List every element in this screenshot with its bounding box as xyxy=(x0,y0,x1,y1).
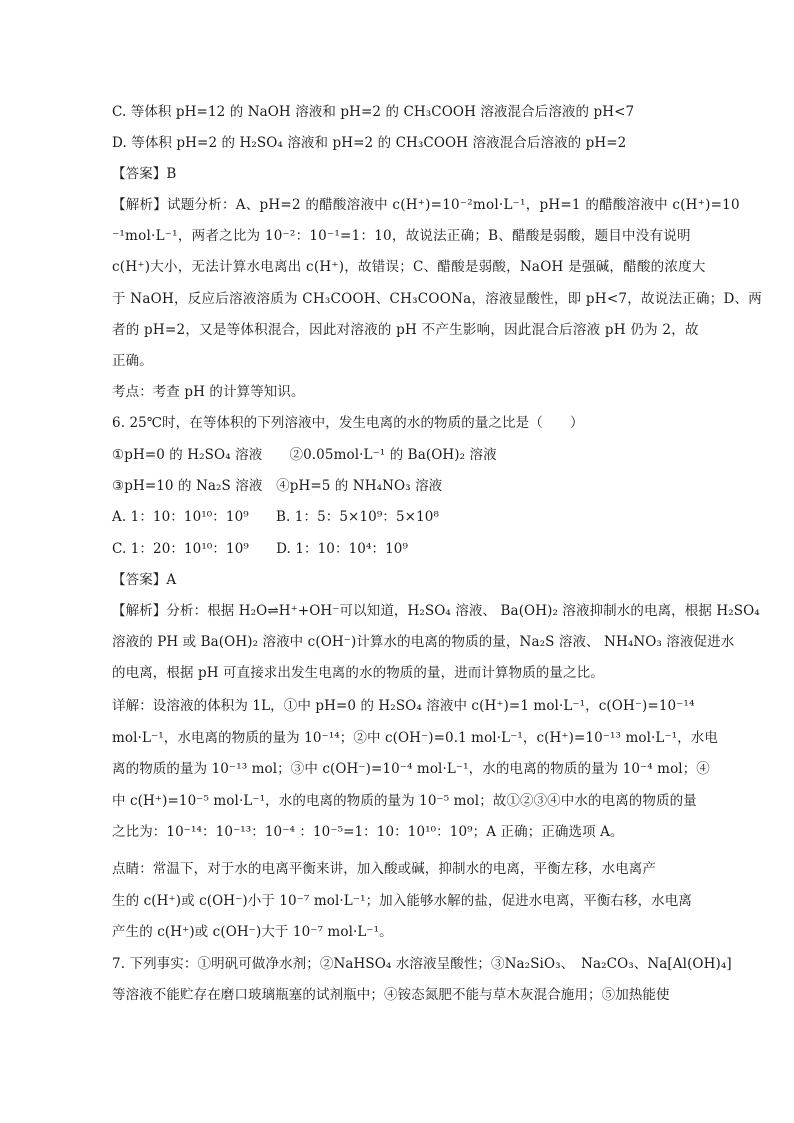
question-6-stem: 6. 25℃时，在等体积的下列溶液中，发生电离的水的物质的量之比是（ ） xyxy=(112,415,584,431)
analysis-line: ⁻¹mol·L⁻¹，两者之比为 10⁻²：10⁻¹=1：10，故说法正确；B、醋酸是弱酸，题目中没有说明 xyxy=(112,228,691,244)
tip-line: 点睛：常温下，对于水的电离平衡来讲，加入酸或碱，抑制水的电离，平衡左移，水电离产 xyxy=(112,861,656,877)
question-7-stem: 等溶液不能贮存在磨口玻璃瓶塞的试剂瓶中；④铵态氮肥不能与草木灰混合施用；⑤加热能使 xyxy=(112,987,670,1003)
question-6-item: ③pH=10 的 Na₂S 溶液 ④pH=5 的 NH₄NO₃ 溶液 xyxy=(112,478,443,494)
analysis-line: 正确。 xyxy=(112,353,153,369)
question-7-stem: 7. 下列事实：①明矾可做净水剂；②NaHSO₄ 水溶液呈酸性；③Na₂SiO₃、 Na₂CO₃、Na[Al(OH)₄] xyxy=(112,956,732,972)
detail-line: mol·L⁻¹，水电离的物质的量为 10⁻¹⁴；②中 c(OH⁻)=0.1 mol·L⁻¹，c(H⁺)=10⁻¹³ mol·L⁻¹，水电 xyxy=(112,730,718,746)
analysis-line: c(H⁺)大小，无法计算水电离出 c(H⁺)，故错误；C、醋酸是弱酸，NaOH 是强碱，醋酸的浓度大 xyxy=(112,259,706,275)
analysis-line: 【解析】试题分析：A、pH=2 的醋酸溶液中 c(H⁺)=10⁻²mol·L⁻¹，pH=1 的醋酸溶液中 c(H⁺)=10 xyxy=(112,197,740,213)
analysis-line: 的电离，根据 pH 可直接求出发生电离的水的物质的量，进而计算物质的量之比。 xyxy=(112,665,604,681)
answer-label: 【答案】A xyxy=(112,572,177,588)
analysis-line: 于 NaOH，反应后溶液溶质为 CH₃COOH、CH₃COONa，溶液显酸性，即 pH<7，故说法正确；D、两 xyxy=(112,291,763,307)
exam-point: 考点：考查 pH 的计算等知识。 xyxy=(112,384,305,400)
question-6-options: C. 1：20：10¹⁰：10⁹ D. 1：10：10⁴：10⁹ xyxy=(112,541,408,557)
detail-line: 之比为：10⁻¹⁴：10⁻¹³：10⁻⁴ ：10⁻⁵=1：10：10¹⁰：10⁹；A 正确；正确选项 A。 xyxy=(112,824,624,840)
tip-line: 生的 c(H⁺)或 c(OH⁻)小于 10⁻⁷ mol·L⁻¹；加入能够水解的盐，促进水电离，平衡右移，水电离 xyxy=(112,893,692,909)
detail-line: 详解：设溶液的体积为 1L，①中 pH=0 的 H₂SO₄ 溶液中 c(H⁺)=1 mol·L⁻¹，c(OH⁻)=10⁻¹⁴ xyxy=(112,698,695,714)
option-d: D. 等体积 pH=2 的 H₂SO₄ 溶液和 pH=2 的 CH₃COOH 溶液混合后溶液的 pH=2 xyxy=(112,135,627,151)
question-6-item: ①pH=0 的 H₂SO₄ 溶液 ②0.05mol·L⁻¹ 的 Ba(OH)₂ 溶液 xyxy=(112,447,497,463)
detail-line: 中 c(H⁺)=10⁻⁵ mol·L⁻¹，水的电离的物质的量为 10⁻⁵ mol；故①②③④中水的电离的物质的量 xyxy=(112,793,697,809)
analysis-line: 溶液的 PH 或 Ba(OH)₂ 溶液中 c(OH⁻)计算水的电离的物质的量，Na₂S 溶液、 NH₄NO₃ 溶液促进水 xyxy=(112,634,735,650)
question-6-options: A. 1：10：10¹⁰：10⁹ B. 1：5：5×10⁹：5×10⁸ xyxy=(112,509,439,525)
answer-label: 【答案】B xyxy=(112,166,177,182)
analysis-line: 【解析】分析：根据 H₂O⇌H⁺+OH⁻可以知道，H₂SO₄ 溶液、 Ba(OH)₂ 溶液抑制水的电离，根据 H₂SO₄ xyxy=(112,603,760,619)
tip-line: 产生的 c(H⁺)或 c(OH⁻)大于 10⁻⁷ mol·L⁻¹。 xyxy=(112,924,393,940)
option-c: C. 等体积 pH=12 的 NaOH 溶液和 pH=2 的 CH₃COOH 溶液混合后溶液的 pH<7 xyxy=(112,104,635,120)
detail-line: 离的物质的量为 10⁻¹³ mol；③中 c(OH⁻)=10⁻⁴ mol·L⁻¹，水的电离的物质的量为 10⁻⁴ mol；④ xyxy=(112,761,710,777)
analysis-line: 者的 pH=2，又是等体积混合，因此对溶液的 pH 不产生影响，因此混合后溶液 pH 仍为 2，故 xyxy=(112,322,699,338)
